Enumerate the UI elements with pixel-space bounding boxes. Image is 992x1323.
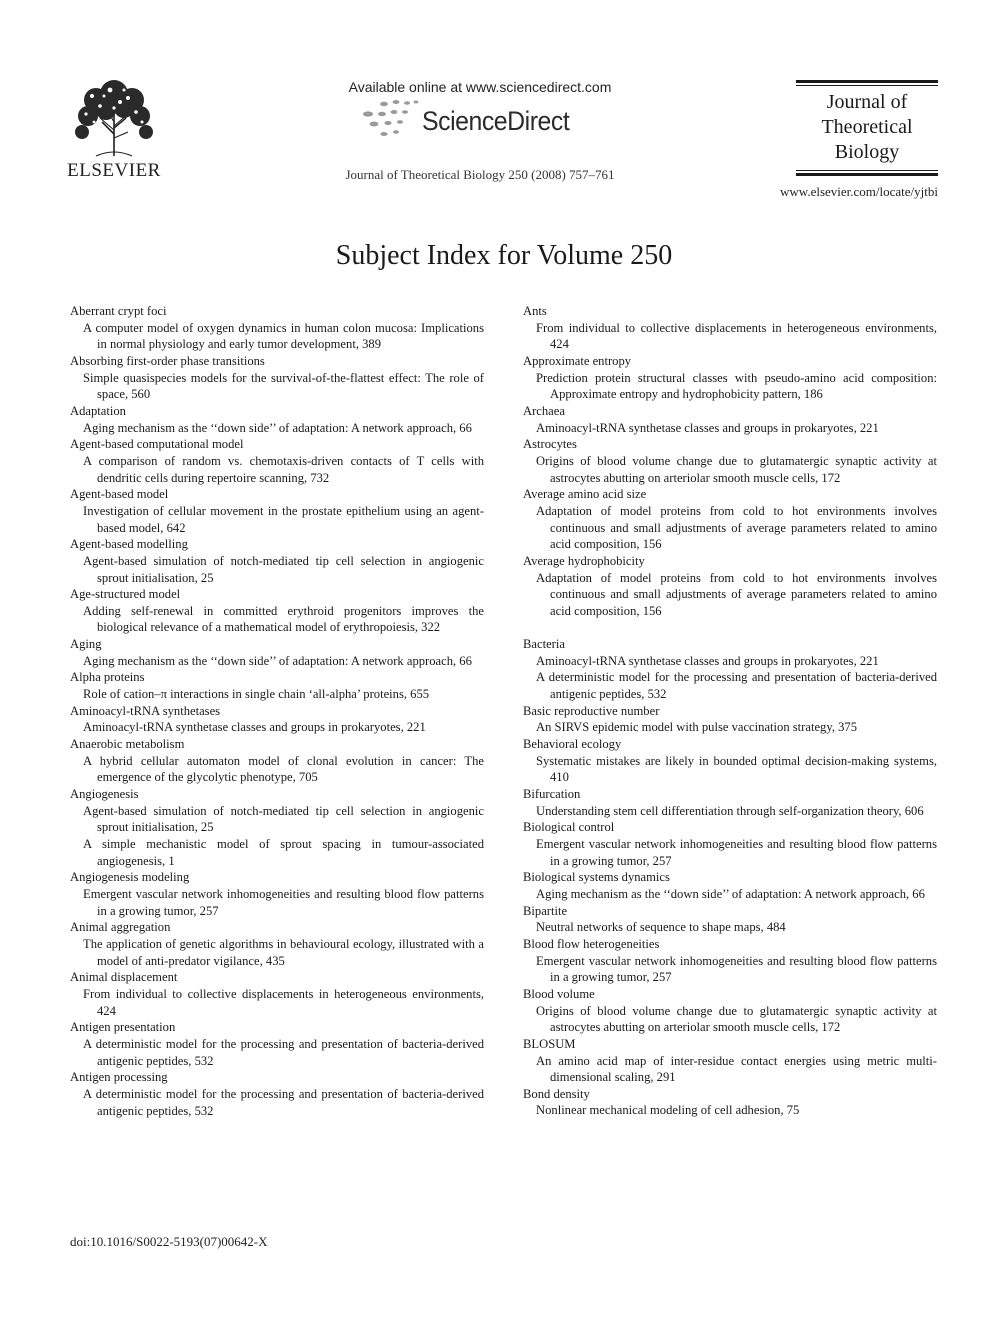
index-entry: [523, 936, 937, 986]
index-reference[interactable]: Emergent vascular network inhomogeneities and resulting blood flow patterns in a growing tumor, 257: [83, 886, 484, 918]
index-entry: [70, 869, 484, 919]
index-reference[interactable]: Aging mechanism as the ‘‘down side’’ of adaptation: A network approach, 66: [83, 653, 472, 668]
index-column-left: [70, 303, 484, 1119]
citation-line: Journal of Theoretical Biology 250 (2008) 757–761: [345, 167, 615, 182]
index-entry: [70, 536, 484, 586]
index-reference[interactable]: Agent-based simulation of notch-mediated tip cell selection in angiogenic sprout initialisation, 25: [83, 803, 484, 835]
index-reference[interactable]: Systematic mistakes are likely in bounded optimal decision-making systems, 410: [536, 753, 937, 785]
page-title: Subject Index for Volume 250: [335, 240, 673, 271]
index-term: Absorbing first-order phase transitions: [70, 353, 265, 368]
index-entry: [70, 303, 484, 353]
index-entry: [70, 703, 484, 736]
index-reference[interactable]: Aminoacyl-tRNA synthetase classes and groups in prokaryotes, 221: [83, 720, 426, 735]
index-term: Average amino acid size: [523, 487, 647, 502]
index-entry: [523, 736, 937, 786]
index-entry: [70, 669, 484, 702]
available-online-text: Available online at www.sciencedirect.com: [348, 79, 612, 95]
index-reference[interactable]: A deterministic model for the processing and presentation of bacteria-derived antigenic peptides, 532: [83, 1036, 484, 1068]
index-term: Agent-based modelling: [70, 537, 188, 552]
index-reference[interactable]: Prediction protein structural classes with pseudo-amino acid composition: Approximate entropy and hydrophobicity pattern, 186: [536, 370, 937, 402]
index-reference[interactable]: Adaptation of model proteins from cold to hot environments involves continuous and small adjustments of average parameters related to amino acid composition, 156: [536, 503, 937, 552]
index-term: Anaerobic metabolism: [70, 737, 185, 752]
index-term: Bond density: [523, 1086, 590, 1101]
index-entry: [70, 919, 484, 969]
index-reference[interactable]: A computer model of oxygen dynamics in human colon mucosa: Implications in normal physiology and early tumor development, 389: [83, 320, 484, 352]
index-term: Age-structured model: [70, 587, 181, 602]
index-entry: [523, 869, 937, 902]
index-term: Antigen processing: [70, 1070, 168, 1085]
index-reference[interactable]: From individual to collective displacements in heterogeneous environments, 424: [83, 986, 484, 1018]
index-reference[interactable]: Origins of blood volume change due to glutamatergic synaptic activity at astrocytes abutting on arteriolar smooth muscle cells, 172: [536, 453, 937, 485]
index-reference[interactable]: A simple mechanistic model of sprout spacing in tumour-associated angiogenesis, 1: [83, 837, 484, 868]
journal-rule: [796, 170, 938, 171]
index-entry: [70, 403, 484, 436]
index-reference[interactable]: Aging mechanism as the ‘‘down side’’ of adaptation: A network approach, 66: [83, 420, 472, 435]
index-reference[interactable]: Aminoacyl-tRNA synthetase classes and groups in prokaryotes, 221: [536, 653, 879, 668]
index-term: Antigen presentation: [70, 1020, 176, 1035]
publisher-name: ELSEVIER: [67, 160, 161, 181]
index-entry: [70, 786, 484, 869]
index-reference[interactable]: Emergent vascular network inhomogeneities and resulting blood flow patterns in a growing tumor, 257: [536, 836, 937, 868]
index-term: Aging: [70, 637, 102, 652]
index-reference[interactable]: An SIRVS epidemic model with pulse vaccination strategy, 375: [536, 720, 858, 735]
journal-title-box: [796, 80, 938, 176]
index-reference[interactable]: Role of cation–π interactions in single chain ‘all-alpha’ proteins, 655: [83, 687, 430, 702]
index-entry: [70, 486, 484, 536]
index-entry: [523, 986, 937, 1036]
index-term: Agent-based computational model: [70, 437, 244, 452]
index-term: Animal aggregation: [70, 920, 171, 935]
journal-title: [796, 90, 938, 165]
index-entry: [523, 786, 937, 819]
index-reference[interactable]: A hybrid cellular automaton model of clonal evolution in cancer: The emergence of the glycolytic phenotype, 705: [83, 753, 484, 785]
index-term: BLOSUM: [523, 1036, 576, 1051]
page-header: [0, 0, 992, 215]
index-entry: [523, 436, 937, 486]
index-term: Biological systems dynamics: [523, 870, 670, 885]
index-entry: [70, 1019, 484, 1069]
index-entry: [523, 486, 937, 553]
index-entry: [523, 1036, 937, 1086]
index-entry: [523, 403, 937, 436]
index-term: Biological control: [523, 820, 615, 835]
index-term: Angiogenesis modeling: [70, 870, 190, 885]
index-entry: [70, 353, 484, 403]
index-entry: [70, 969, 484, 1019]
index-reference[interactable]: Emergent vascular network inhomogeneities and resulting blood flow patterns in a growing tumor, 257: [536, 953, 937, 985]
index-entry: [523, 636, 937, 703]
index-term: Aminoacyl-tRNA synthetases: [70, 703, 221, 718]
index-term: Animal displacement: [70, 970, 178, 985]
index-term: Adaptation: [70, 403, 126, 418]
journal-rule: [796, 85, 938, 86]
index-term: Ants: [523, 304, 547, 318]
index-entry: [523, 353, 937, 403]
index-entry: [70, 1069, 484, 1119]
index-entry: [523, 703, 937, 736]
index-term: Blood volume: [523, 986, 595, 1001]
index-reference[interactable]: A comparison of random vs. chemotaxis-driven contacts of T cells with dendritic cells during repertoire scanning, 732: [83, 453, 484, 485]
index-reference[interactable]: Aging mechanism as the ‘‘down side’’ of adaptation: A network approach, 66: [536, 886, 925, 901]
platform-logo: [360, 98, 610, 142]
index-reference[interactable]: The application of genetic algorithms in behavioural ecology, illustrated with a model of anti-predator vigilance, 435: [83, 936, 484, 968]
index-column-right: [523, 303, 937, 1119]
index-term: Behavioral ecology: [523, 737, 622, 752]
index-term: Basic reproductive number: [523, 703, 660, 718]
index-reference[interactable]: Aminoacyl-tRNA synthetase classes and groups in prokaryotes, 221: [536, 420, 879, 435]
index-entry: [523, 553, 937, 620]
index-reference[interactable]: Origins of blood volume change due to glutamatergic synaptic activity at astrocytes abutting on arteriolar smooth muscle cells, 172: [536, 1003, 937, 1035]
index-term: Astrocytes: [523, 437, 577, 452]
index-reference[interactable]: Agent-based simulation of notch-mediated tip cell selection in angiogenic sprout initialisation, 25: [83, 553, 484, 585]
letter-group-gap: [523, 619, 937, 636]
index-term: Alpha proteins: [70, 670, 145, 685]
index-entry: [523, 303, 937, 353]
index-reference[interactable]: Neutral networks of sequence to shape maps, 484: [536, 920, 786, 935]
index-entry: [523, 1086, 937, 1119]
doi[interactable]: doi:10.1016/S0022-5193(07)00642-X: [70, 1234, 268, 1249]
index-entry: [523, 903, 937, 936]
journal-rule: [796, 80, 938, 83]
index-reference[interactable]: A deterministic model for the processing and presentation of bacteria-derived antigenic peptides, 532: [536, 670, 937, 702]
index-entry: [70, 636, 484, 669]
index-term: Bipartite: [523, 903, 568, 918]
index-term: Angiogenesis: [70, 787, 139, 802]
journal-title-line: Theoretical: [821, 116, 913, 138]
index-reference[interactable]: Adaptation of model proteins from cold to hot environments involves continuous and small adjustments of average parameters related to amino acid composition, 156: [536, 570, 937, 618]
index-term: Agent-based model: [70, 487, 169, 502]
index-reference[interactable]: Investigation of cellular movement in the prostate epithelium using an agent-based model, 642: [83, 503, 484, 535]
index-reference[interactable]: Nonlinear mechanical modeling of cell adhesion, 75: [536, 1103, 800, 1118]
index-reference[interactable]: From individual to collective displacements in heterogeneous environments, 424: [536, 320, 937, 352]
index-term: Average hydrophobicity: [523, 553, 645, 568]
index-reference[interactable]: Simple quasispecies models for the survival-of-the-flattest effect: The role of space, 560: [83, 370, 484, 402]
index-reference[interactable]: An amino acid map of inter-residue contact energies using metric multi-dimensional scaling, 291: [536, 1053, 937, 1085]
index-term: Archaea: [523, 403, 565, 418]
index-reference[interactable]: Understanding stem cell differentiation through self-organization theory, 606: [536, 803, 924, 818]
index-entry: [70, 436, 484, 486]
index-entry: [523, 819, 937, 869]
journal-title-line: Journal of: [826, 91, 908, 113]
journal-title-line: Biology: [834, 141, 900, 163]
journal-rule: [796, 173, 938, 176]
index-reference[interactable]: A deterministic model for the processing and presentation of bacteria-derived antigenic peptides, 532: [83, 1086, 484, 1118]
index-entry: [70, 736, 484, 786]
dots-logo-icon: [360, 98, 422, 142]
journal-url[interactable]: www.elsevier.com/locate/yjtbi: [780, 184, 938, 199]
index-term: Bacteria: [523, 637, 565, 652]
index-term: Aberrant crypt foci: [70, 304, 167, 318]
index-term: Blood flow heterogeneities: [523, 936, 660, 951]
index-term: Approximate entropy: [523, 353, 632, 368]
index-entry: [70, 586, 484, 636]
platform-name: ScienceDirect: [422, 106, 570, 136]
index-reference[interactable]: Adding self-renewal in committed erythroid progenitors improves the biological relevance of a mathematical model of erythropoiesis, 322: [83, 603, 484, 635]
index-term: Bifurcation: [523, 787, 581, 802]
